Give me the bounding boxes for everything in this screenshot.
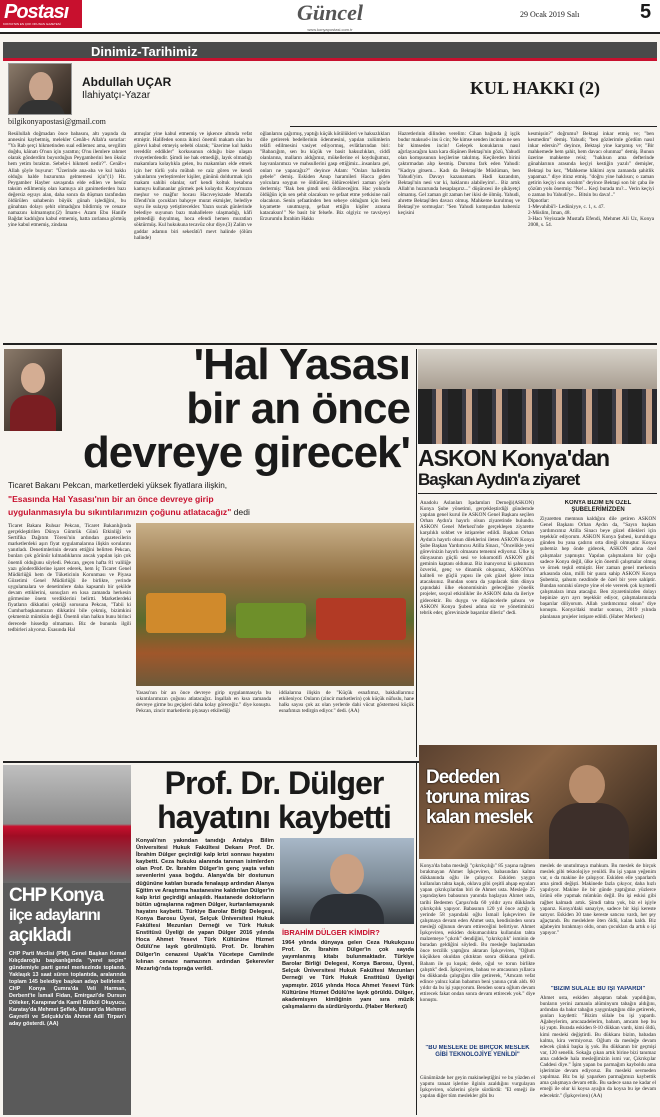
hal-quote-line2-red: uygulanmasıyla bu sıkıntılarımızın çoğunu atlatacağız" xyxy=(8,507,232,517)
hal-quote-line2 xyxy=(8,507,413,517)
masthead-date: 29 Ocak 2019 Salı xyxy=(520,10,580,19)
author-role: İlahiyatçı-Yazar xyxy=(82,90,151,101)
prof-text-1: Konyalı'nın yakından tanıdığı Antalya Bilim Üniversitesi Hukuk Fakültesi Dekanı Prof. Dr. İbrahim Dülger geçirdiği kalp krizi sonrası hayatını kaybetti. Ceza hukuku alanında tanınan isimlerden olan Prof. Dr. İbrahim Dülger'in genç yaşta vefatı sevenlerini yasa boğdu. Alanya'da bir dostunun düğününe katılan burada fenalaşıp ardından Alanya Eğitim ve Araştırma hastanesine kaldırılan Dülger'in kalp krizi geçirdiği anlaşıldı. Hastanede doktorların bütün uğraşlarına rağmen Dülger, kurtarılamayarak hayatını kaybetti. Türkiye Barolar Birliği Delegesi, Konya Barosu Üyesi, Selçuk Üniversitesi Hukuk Fakültesi Mezunları Derneği ve Türk Hukuk Enstitüsü Üyeliği de yapan Dülger 2016 yılında Hoca Ahmet Yesevi Türk Kültürüne Hizmet Ödülü'ne layık görülmüştü. Prof. Dr. İbrahim Dülger'in cenazesi Uşak'ta Yücetepe Camiinde kılınan cenaze namazının ardından Şekerevler Mezarlığı'nda toprağa verildi. xyxy=(136,838,274,972)
prof-headline-2: hayatını kaybetti xyxy=(157,800,391,834)
chp-headline-1: CHP Konya xyxy=(9,885,104,906)
hal-text-2: Yasası'nın bir an önce devreye girip uygulanmasıyla bu sıkıntılarımızın çoğunu atlatacağız. İnşallah en kısa zamanda devreye girme bu geçişleri daha kolay göreceğiz." diye konuştu. Pekcan, zincir marketlerin piyasayı etkilediği xyxy=(136,690,271,715)
askon-headline-1: ASKON Konya'dan xyxy=(418,446,610,470)
dede-headline-1: Dededen xyxy=(426,768,500,788)
column-title-rule xyxy=(290,126,657,127)
askon-photo-people xyxy=(418,389,657,444)
dede-subhead-2: "BİZİM SÜLALE BU İŞİ YAPARDI" xyxy=(550,986,646,992)
column-col5-wrap xyxy=(528,131,654,339)
prof-photo-face xyxy=(330,854,364,894)
askon-text-2: Ziyaretten memnun kaldığını dile getiren ASKON Genel Başkanı Orhan Aydın da, "Sayın başkan yardımcımız Atilla Sinacı beye güzel dilekleri için teşekkür ediyorum. ASKON Konya Şubesi, kuruldugu günden bu yana çadırın orta direği olmuştur. Konya şubemiz hep önde gidecek, ASKON adına özel çalışmalar yapmıştır. Yapılan çalışmaların bir çoğu sadece Konya değil, ülke için önemli çalışmalar olmuş ve örnek teşkil etmiştir. Her zaman genel merkezin arkasında olan, milli bir şuura sahip ASKON Konya Şubemiz, şahsım nezdinde de özel bir yere sahiptir. Bundan sonraki süreçte yine el ele vererek çok kıymetli çalışmalara imza atacağız. Ben ziyaretinizden dolayı hepinize ayrı ayrı teşekkür ediyor, çalışmalarınızda başarılar diliyorum. Allah yardımcımız olsun" diye konuştu. Konya'daki mutlar sonrası, 2019 yılında planlanan projeler istişare edildi. (Haber Merkezi) xyxy=(540,516,656,620)
dede-headline-2: toruna miras xyxy=(426,788,530,808)
hal-headline-2: bir an önce xyxy=(186,386,410,432)
masthead-logo-block xyxy=(0,0,82,28)
dede-headline-3: kalan meslek xyxy=(426,808,533,828)
hal-text-3: iddialarına ilişkin de "Küçük esnafımız, bakkallarımız etkileniyor. Onların (zincir marketlerin) çok küçük nüfuslu, hane halkı sayısı çok az olan yerlerde dahi vücut göstermesi küçük esnafımızı tedirgin ediyor." dedi. (AA) xyxy=(279,690,414,715)
author-email: bilgikonyapostasi@gmail.com xyxy=(8,117,106,126)
askon-group-photo xyxy=(418,349,657,444)
prof-headline-1: Prof. Dr. Dülger xyxy=(164,766,384,800)
masthead-logo: Postası xyxy=(4,1,69,23)
hal-market-stall-3 xyxy=(316,598,406,640)
hal-headline-1: 'Hal Yasası xyxy=(193,342,410,388)
column-text-5: kesmişsin?" doğrumu? Bektaşi inkar etmiş ve; "ben kesmedim" demiş. Yahudi; "ben gözlerimle gördüm nasıl inkar edersin?" deyince, Bektaşi yine karşımış ve; "Bir mahkemede hem şahit, hem davacı olunmaz" demiş. Bunun üzerine mahkeme reisi; "haklısın ama defterinde günahlarının arasında keçiyi kestiğin yazılı" demişler, Bektaşi bu kez, "Mahkeme hâkimi aynı zamanda şahitlik yapamaz." diye itiraz etmiş. "doğru yine haklısın; o zaman getirin keçiyi onu soralım" deyince Bektaşi son bir çaba ile çözüm yolu önermiş: "Ne!... Keçi burada mı?... Verin keçiyi o zaman bu Yahudi'ye... Bitsin bu dava!.." xyxy=(528,131,654,198)
section-title: Güncel xyxy=(297,0,363,25)
dede-text-1: Konya'da baba mesleği "çıkrıkçılığı" 85 yaşına rağmen bırakmayan Ahmet İşkçeviren, babasından kalma dükkanında oğlu ile çalışıyor. Eskiden yaygın kullanılan tahta kaşık, oklava gibi çeşitli ahşap eşyaları yapan çıkrıkçılardan biri de Ahmet usta. Mesleğe 25 yaşındayken babasının yanında başlayan Ahmet usta, tarihi Bedesten Çarşısı'nda 60 yıldır aynı dükkânda çıkrıkçılık yapıyor. Babasının 120 yıl önce açtığı iş yerinde 58 yaşındaki oğlu İsmail İşıkçeviren ile çalışmaya devam eden Ahmet usta, kendisinden sonra mesleği oğlunun devam ettireceğini belirtiyor. Ahmet İşıkçeviren, eskiden dokumacılıkta kullanılan tahta malzemeye "çıkrık" dendiğini, "çıkrıkçılık" isminin de buradan geldiğini söyledi. Bu mesleğe başlamadan önce terzilik yaptığını aktaran İşıkçeviren, "Oğlum küçükken okuldan çıktıktan sonra dükkana gelirdi. Babam ile şu kuşak; dede, oğul ve torun birlikte çalıştık" dedi. İşıkçeviren, babası ve amcasının yıllarca bu dükkanda çalıştığını dile getirerek, "Amcam vefat edince yalnız kalan babamın beni yanına çırak aldı. 60 yıldır da bu işi yapıyorum. Benden sonra oğlum devam ettirecek fakat ondan sonra devam ettirecek yok." diye konuştu. xyxy=(420,863,535,1004)
masthead-logo-sub: KONYA'NIN EN ÇOK OKUNAN GAZETESİ xyxy=(3,22,61,26)
hal-minister-face xyxy=(21,363,45,393)
askon-subhead: KONYA BİZİM EN ÖZEL ŞUBELERİMİZDEN xyxy=(564,500,632,513)
askon-text-1: Anadolu Aslanları İşadamları Derneği(ASKON) Konya Şube yönetimi, gerçekleştirdiği gündemde yapılan genel kurul ile ASKON Genel Başkanı seçilen Orhan Aydın'a hayırlı olsun ziyaretinde bulundu. ASKON Genel Merkezi'nde gerçekleşen ziyarette karşılıklı sohbet ve istişareler edildi. Başkan Orhan Aydın'a hayırlı olsun dileklerini ileten ASKON Konya Şube Başkan Yardımcısı Atilla Sinacı, "Öncelikle yeni görevinizin hayırlı olmasını temenni ediyoruz. Ülke iş dünyasının güçlü sesi ve lokomotifi ASKON gibi geminin kaptanı oldunuz. Biz inanıyoruz ki şahsınızın özverisi, genç ve dinamik oluşunuz, ASKON'un kaliteli ve güçlü yapısı ile çok güzel işlere imza atacaksınız. Bundan sonra da yapılacak tüm dünya çapındaki ülke ekonomisinin geleceğine yönelik projeler, sosyal etkinlikler ile ASKON daha da ileriye gidecektir. Bu duygu ve düşüncelerle şahsını ve ASKON Konya Şubesi adına siz ve yönetiminizi tebrik eder, görevinizde başarılar dileriz" dedi. xyxy=(420,500,534,616)
footnote-3: 3-Hacı Veyiszade Mustafa Efendi, Mehmet Ali Uz, Konya 2008, s. 54. xyxy=(528,216,654,229)
prof-text-2: 1964 yılında dünyaya gelen Ceza Hukukçusu Prof. Dr. İbrahim Dülger'in çok sayıda yayımlanmış kitabı bulunmaktadır. Türkiye Barolar Birliği Delegesi, Konya Barosu, Üyesi, Selçuk Üniversitesi Hukuk Fakültesi Mezunları Derneği ve Türk Hukuk Enstitüsü Üyeliği yapmıştır. 2016 yılında Hoca Ahmet Yesevi Türk Kültürüne Hizmet Ödülü'ne layık görüldü. Dülger, akademisyen kimliğinin yanı sıra müzik çalışmalarını da sürdürüyordu. (Haber Merkezi) xyxy=(282,940,414,1010)
prof-photo-body xyxy=(310,894,384,924)
prof-box-title: İBRAHİM DÜLGER KİMDİR? xyxy=(282,928,380,937)
dede-text-2: meslek de unutulmaya mahkum. Bu meslek de birçok meslek gibi teknolojiye yenildi. Bu işi yapan yeğenim var, o da makine ile çalışıyor. Eskiden elle yaparlardı ama şimdi değişti. Makinede fazla çıkıyor, daha hızlı yapılıyor. Makine ile bir günde yaptığınız yüzlerce ürünü elle yapmak mümkün değil. Bu işi eskisi gibi rağbet kalmadı artık. Şimdi tahta yok, biz el işiyle yaparız. Konya'daki sanayiye, sadece bir kişi kereste satıyor. Eskiden 30 tane kereste satıcısı vardı, her şey ağaçtandı. Bu mesleklere öten öldü, kalan kaldı. Biz ağabeyim bırakmayı oldu, onun çocukları da artık o işi yapıyor." xyxy=(540,863,656,937)
prof-photo xyxy=(280,838,414,924)
hal-intro: Ticaret Bakanı Pekcan, marketlerdeki yüksek fiyatlara ilişkin, xyxy=(8,481,228,490)
masthead xyxy=(0,0,660,34)
column-text-1: Resûlullah doğmadan önce babasını, altı yaşında da annesini kaybetmiş, melekler Cenâb-ı Allah'a sorarlar: "Ya Rab şerçi hikmetinden sual edilemez ama, sevgilim doğdu, kâinatı O'nun için yarattın; O'nu ilemlere rahmet olarak gönderdim buyurduğun Peygamberini ben öksüz hem yetim bıraktın. Sebebi-i hikmeti nedir?". Cenâb-ı Allah şöyle buyurur: "Üzerinde ana-aba ve kul hakkı olduğu halde huzuruma gelmemesi için"(1) Hz. Peygamber Hayber savaşında elde edilen ve henüz taksim edilmemiş olan kamuya ait ganimetlerden bazı değersiz eşyayı alan, daha sonra da düşman tarafından öldürülen sahabenin büyük günah işlediğini, bu günahtan dolayı şehit olmadığını bildirmiş ve cenaze namazını kılmamıştır.(2) İmam-ı Azam Ebu Hanife Bağdat kadılığını kabul etmemiş, hatta zorlansa görmüş yine kabul etmemiş, zindana xyxy=(8,131,126,229)
footnote-2: 2-Müslim, İman, 48. xyxy=(528,210,571,217)
hal-quote-line1: "Esasında Hal Yasası'nın bir an önce devreye girip xyxy=(8,494,214,504)
author-photo xyxy=(8,63,72,115)
hal-headline-3: devreye girecek' xyxy=(82,430,410,476)
column-banner-title: Dinimiz-Tarihimiz xyxy=(91,44,198,59)
dede-photo-face xyxy=(569,765,605,805)
askon-headline-2: Başkan Aydın'a ziyaret xyxy=(418,470,580,489)
hal-market-stall-1 xyxy=(146,593,226,633)
page-number: 5 xyxy=(640,1,652,23)
chp-headline-2: ilçe adaylarını xyxy=(9,907,100,924)
chp-photo xyxy=(3,765,131,883)
masthead-url: www.konyapostasi.com.tr xyxy=(307,27,353,32)
footnotes-title: Dipnotlar: xyxy=(528,198,550,205)
chp-headline-3: açıkladı xyxy=(9,925,71,946)
column-text-4: Hazretlerinin dilinden verelim: Cihan bağında ğ işçik budur maksud-ı ins ü cin; Ne kimse senden incinsin ne sen bir kimseden incin! Geleçek konuklarını nasıl ağırlayacağını kara kara düşünen Bektaşi'nin gözü, Yahudi olan komşusunun keçilerine takılmış. Keçilerden birini çaktırmadan alıp kesmiş. Durumu fark eden Yahudi: "Kadıya gitsem... Kadı da Bektaşi'de Müslüman, ben Yahudi'yim. Davayı kazanamam. Hadi kazandım, Bektaşi'nin nesi var ki, haklarını alabileyim!... Biz artık Allah'ın huzurunda hesaplaşırız..." düşüncesi ile şikâyetçi olmamış. Gel zaman git zaman her ikisi de ölmüş. Yahudi, ahrette Bektaşi'den davacı olmuş. Mahkeme kurulmuş ve Bektaşi'ye sormuşlar: "Sen Yahudi komşundan habersiz keçisini xyxy=(398,131,520,217)
hal-minister-body xyxy=(10,395,56,431)
column-text-2: atmışlar yine kabul etmemiş ve işkence altında vefat etmiştir. Halifeden sonra ikinci önemli makam olan bu görevi kabul etmeyiş sebebi olarak; "üzerime kul hakkı tereddüt eddikler" korkusunun olduğu bize ulaşan rivayetlerdendir. Şimdi ise hak etmediği, layık olmadığı makamlara kolaylıkla gelen, bu makamları elde etmek için her türlü yolu mübah ve caiz gören ve kendi yakınlarını yerleştirenler kişiler, gününü doldurmak için makam sahibi olanlar, sırf kendi koltuk hesabına kamuyu kullananlar görmek pek kolaydır. Konya'mızın meşhur ve mağfur hocası Hacıveyiszade Mustafa Efendi'nin çocukları bahçeye murat ekmişler, belediye suyu ile sulayıp yetiştirecekler. Yazın sucak günlerinde belediye suyunun bazı mahallelere ulaşmadığı, kâfi gelmediği duyulmuş, hoca efendi hemen muratları söktürmüş. Kul hukukuna tecavüz olur diye.(3) Zalim ve gaddar adamın biri sekerâtü'l mevt halinde (ölüm halinde) xyxy=(134,131,252,241)
dede-subhead-1: "BU MESLEKE DE BİRÇOK MESLEK GİBİ TEKNOLOJİYE YENİLDİ" xyxy=(425,1045,530,1058)
column-title: KUL HAKKI (2) xyxy=(470,78,601,98)
hal-text-1: Ticaret Bakanı Ruhsar Pekcan, Ticaret Bakanlığında gerçekleştirilen Dünya Gümrük Günü Etkinliği ve Sertifika Dağıtım Töreni'nin ardından gazetecilerin marketlerdeki aşırı fiyat uygulamalarına ilişkin sorularını yanıtladı. Denetimlerinin devam ettiğini belirten Pekcan, bunları çok görünür kılmadıklarını ancak yapılan işin çok önemli olduğunu söyledi. Pekcan, geçen hafta 81 valiliğe yazı gönderdiklerine işaret ederek, hem İç Ticaret Genel Müdürlüğü hem de Tüketicinin Korunması ve Piyasa Gözetimi Genel Müdürlüğü ile birlikte, yerinde uygulamalara ve denetimlere daha kapsamlı bir şekilde devam ettiklerini, sonuçları en kısa zamanda herkesin görmesine önem verdiklerini belirtti. Marketlerdeki fiyatların dikkatini çektiği sorusuna Pekcan, "Tabii ki Cumhurbaşkanımızın dikkatini bile çekmiş, bizimkini çekmemiz mümkün değil. Önemli olan halkın bunu birinci derecede hissedip olmaması. Biz de bununla ilgili tedbirleri alıyoruz. Esasında Hal xyxy=(8,523,131,633)
author-photo-body xyxy=(17,100,65,115)
author-photo-face xyxy=(29,72,53,102)
dede-text-1b: Günümüzde her geyin makineleştiğini ve bu yüzden el yapımı ranaat işlerine ilginin azaldığını vurgulayan İşıkçeviren, sözlerini şöyle sürdürdü: "El emeği ile yapılan diğer tüm meslekler gibi bu xyxy=(420,1075,535,1100)
dede-text-2b: Ahmet usta, eskiden ahşaptan tabak yapıldığını, bunların yerini zamanla alüminyum tabağın aldığını, ardından da bakır tabağın yaygınlaştığını dile getirerek, şunları kaydetti: "Bizim sülale bu işi yapardı. Ağabeylerim, amcazadelerim, babam, amcam hep bu işi yaptı. Burada eskiden 8-10 dükkan vardı, kimi öldü, kimi mesleki değiştirdi. Bu dükkanı bizim, babadan kalma, kira vermiyoruz. Oğlum da mesleğe devam edecek çünkü başka iş yok. Bu dükkanın bir geçmişi var, 120 senelik. Sokağa çıkan artık birine bizi tanımaz ama caddede hala mesleğimizin ismi var, Çıkrıkçılar Caddesi diye." İşim yapan bu parmağım kayboldu ama işlerimize devam ediyoruz. Bu mesleki sevmeden yapılmaz. Biz bu işi yaparken parmağımızı kaybettik ama çalışmaya devam ettik. Bu sadece sana ne kadar el emeği ile olur ki koysa ayağın da koysa bu işe devam edecektir." (İşıkçeviren) (AA) xyxy=(540,995,656,1099)
hal-quote-dedi: dedi xyxy=(231,507,250,517)
hal-market-stall-2 xyxy=(236,603,306,638)
hal-askon-divider xyxy=(416,349,417,757)
prof-dede-divider xyxy=(416,763,417,1115)
column-text-3: oğlanlarını çağırmış, yaptığı küçük kötülükleri ve haksızlıkları dile getirerek bedellerinin ödenmesini, yapılan zulümlerin telâfi edilmesini vasiyet ediyormuş, evlâtlarından biri: "Babacığım, sen bu küçük ve basit haksızlıkları, ciddî olanlarına, malların aldığımız, mükellerine el koyduğumuz, hayvanlarımızı ve mahsullerini gasp ettiğimiz...insanlara gel, onları ne yapacağız?" deyince Adam: "Onları hallettim gebele" demiş. Eskiden Anup haramileri Hacca giden yolculara soygun ve öldürüler, öldürecekleri zaman şöyle derlermiş: "Bak ben şimdi seni öldüreceğim. Hac yolunda öldüğün için sen şehit olacaksın ve şefaat etme yetkisine nail olacaksın. Senin şefaatinden ben seheye olduğum için beni kıyamette unutmayıp, şefaat ettiğin kişiler arasına katacaksın!" Ne basit bir felsefe. Biz olgiyiz ve tavsiyeyi Erzurumlu İbrahim Hakkı xyxy=(260,131,390,223)
chp-text: CHP Parti Meclisi (PM), Genel Başkan Kemal Kılıçdaroğlu başkanlığında "yerel seçim" gündemiyle parti genel merkezinde toplandı. Yaklaşık 13 saat süren toplantıda, aralarında toplam 145 belediye başkan adayı belirlendi. CHP Konya Çumra'da Veli Harman, Derbent'te İsmail Fidan, Emirgazi'de Dursun Döleker, Karapınar'da Kamil Bülbül Okuyucu, Karatay'da Mehmet Şeflek, Meram'da Mehmet Gayretli ve Selçuklu'da Ahmet Adil Tirpan'ı aday gösterdi. (AA) xyxy=(9,951,126,1027)
footnote-1: 1-Mevahibü'l- Ledüniyye, c. 1, s. 47. xyxy=(528,204,605,211)
hal-minister-photo xyxy=(4,349,62,431)
author-name: Abdullah UÇAR xyxy=(82,75,172,89)
askon-headline-rule xyxy=(418,493,657,494)
hal-market-photo xyxy=(136,523,414,686)
chp-box xyxy=(3,765,131,1115)
column-banner xyxy=(3,42,657,61)
